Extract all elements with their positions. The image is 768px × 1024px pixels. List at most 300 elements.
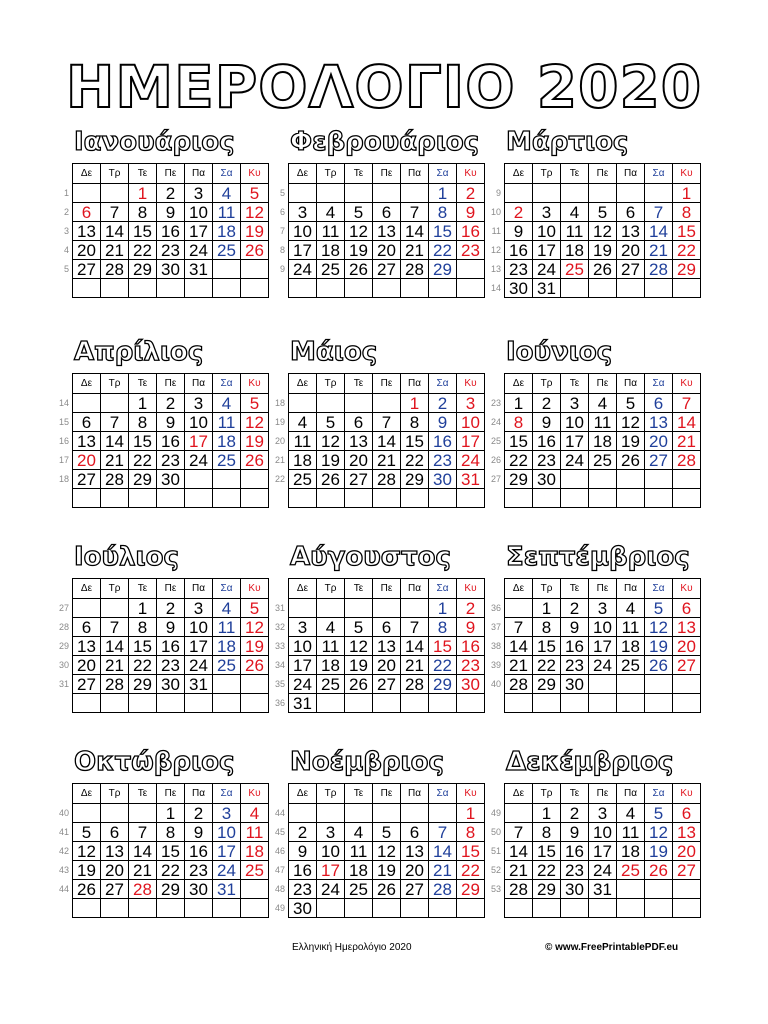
day-cell: 31 [289, 694, 317, 713]
day-cell: 17 [533, 241, 561, 260]
empty-cell [617, 880, 645, 899]
day-cell: 21 [101, 241, 129, 260]
empty-cell [617, 279, 645, 298]
day-cell: 20 [73, 656, 101, 675]
day-cell: 27 [73, 260, 101, 279]
day-cell: 10 [589, 823, 617, 842]
week-number: 45 [274, 827, 285, 837]
day-cell: 6 [73, 203, 101, 222]
day-cell: 23 [533, 451, 561, 470]
day-cell: 3 [561, 394, 589, 413]
day-cell: 6 [345, 413, 373, 432]
day-cell: 12 [345, 222, 373, 241]
day-cell: 23 [457, 241, 485, 260]
day-cell: 18 [589, 432, 617, 451]
day-cell: 12 [241, 618, 269, 637]
day-cell: 1 [457, 804, 485, 823]
week-row [289, 694, 485, 713]
empty-cell [101, 279, 129, 298]
empty-cell [317, 184, 345, 203]
day-cell: 28 [129, 880, 157, 899]
empty-cell [129, 489, 157, 508]
week-row [73, 470, 269, 489]
day-cell: 18 [213, 222, 241, 241]
week-number: 17 [58, 455, 69, 465]
week-row [505, 618, 701, 637]
day-cell: 14 [429, 842, 457, 861]
empty-cell [645, 694, 673, 713]
empty-cell [589, 279, 617, 298]
week-row [505, 489, 701, 508]
week-number: 5 [63, 264, 69, 274]
day-cell: 5 [345, 203, 373, 222]
week-row [73, 675, 269, 694]
empty-cell [241, 279, 269, 298]
day-cell: 4 [213, 599, 241, 618]
week-number: 43 [58, 865, 69, 875]
week-row [505, 637, 701, 656]
day-cell: 17 [185, 222, 213, 241]
day-cell: 16 [561, 637, 589, 656]
day-cell: 15 [129, 222, 157, 241]
day-cell: 25 [289, 470, 317, 489]
week-number: 44 [274, 808, 285, 818]
weekday-header: Πε [589, 784, 617, 804]
week-number: 15 [58, 417, 69, 427]
month-grid [72, 783, 269, 918]
day-cell: 7 [401, 203, 429, 222]
day-cell: 24 [289, 675, 317, 694]
weekday-header-row [505, 579, 701, 599]
day-cell: 3 [289, 618, 317, 637]
day-cell: 23 [561, 861, 589, 880]
weekday-header: Σα [213, 784, 241, 804]
day-cell: 18 [561, 241, 589, 260]
day-cell: 14 [401, 222, 429, 241]
day-cell: 16 [157, 222, 185, 241]
day-cell: 20 [373, 656, 401, 675]
day-cell: 19 [589, 241, 617, 260]
day-cell: 7 [429, 823, 457, 842]
empty-cell [401, 899, 429, 918]
day-cell: 26 [617, 451, 645, 470]
week-row [289, 394, 485, 413]
day-cell: 16 [289, 861, 317, 880]
weekday-header: Τρ [101, 374, 129, 394]
day-cell: 21 [129, 861, 157, 880]
day-cell: 30 [185, 880, 213, 899]
day-cell: 30 [457, 675, 485, 694]
day-cell: 17 [457, 432, 485, 451]
empty-cell [129, 899, 157, 918]
week-number: 6 [279, 207, 285, 217]
week-number: 5 [279, 188, 285, 198]
day-cell: 22 [457, 861, 485, 880]
week-row [73, 804, 269, 823]
day-cell: 10 [533, 222, 561, 241]
day-cell: 14 [401, 637, 429, 656]
day-cell: 25 [561, 260, 589, 279]
day-cell: 22 [129, 241, 157, 260]
empty-cell [241, 880, 269, 899]
empty-cell [317, 489, 345, 508]
day-cell: 14 [129, 842, 157, 861]
day-cell: 11 [617, 618, 645, 637]
empty-cell [73, 394, 101, 413]
week-row [505, 804, 701, 823]
day-cell: 29 [401, 470, 429, 489]
day-cell: 13 [345, 432, 373, 451]
day-cell: 16 [157, 432, 185, 451]
day-cell: 7 [373, 413, 401, 432]
day-cell: 27 [617, 260, 645, 279]
day-cell: 13 [373, 222, 401, 241]
weekday-header: Τε [129, 374, 157, 394]
week-number: 29 [58, 641, 69, 651]
week-number: 25 [490, 436, 501, 446]
day-cell: 13 [645, 413, 673, 432]
weekday-header: Κυ [673, 164, 701, 184]
weekday-header: Πε [373, 579, 401, 599]
empty-cell [505, 804, 533, 823]
week-number: 32 [274, 622, 285, 632]
day-cell: 8 [157, 823, 185, 842]
day-cell: 29 [505, 470, 533, 489]
weekday-header: Δε [73, 164, 101, 184]
weekday-header: Πε [589, 374, 617, 394]
day-cell: 2 [429, 394, 457, 413]
week-number: 39 [490, 660, 501, 670]
month-name: Απρίλιος [74, 337, 204, 367]
empty-cell [289, 599, 317, 618]
weekday-header: Πε [373, 374, 401, 394]
empty-cell [645, 899, 673, 918]
day-cell: 6 [373, 203, 401, 222]
day-cell: 9 [561, 618, 589, 637]
day-cell: 18 [213, 637, 241, 656]
empty-cell [645, 184, 673, 203]
month-name: Αύγουστος [290, 542, 451, 572]
empty-cell [561, 184, 589, 203]
day-cell: 11 [213, 618, 241, 637]
day-cell: 20 [401, 861, 429, 880]
day-cell: 20 [73, 451, 101, 470]
day-cell: 26 [73, 880, 101, 899]
empty-cell [673, 489, 701, 508]
day-cell: 4 [317, 203, 345, 222]
day-cell: 5 [317, 413, 345, 432]
day-cell: 29 [157, 880, 185, 899]
day-cell: 13 [617, 222, 645, 241]
day-cell: 18 [213, 432, 241, 451]
day-cell: 12 [645, 823, 673, 842]
day-cell: 12 [617, 413, 645, 432]
month-grid [288, 783, 485, 918]
day-cell: 28 [673, 451, 701, 470]
month-grid [504, 578, 701, 713]
week-row [73, 184, 269, 203]
day-cell: 1 [157, 804, 185, 823]
day-cell: 11 [241, 823, 269, 842]
day-cell: 24 [213, 861, 241, 880]
empty-cell [101, 489, 129, 508]
empty-cell [185, 470, 213, 489]
week-row [289, 432, 485, 451]
weekday-header-row [73, 374, 269, 394]
day-cell: 6 [617, 203, 645, 222]
week-row [505, 222, 701, 241]
empty-cell [73, 599, 101, 618]
weekday-header: Τε [345, 374, 373, 394]
day-cell: 5 [589, 203, 617, 222]
day-cell: 5 [241, 184, 269, 203]
week-number: 47 [274, 865, 285, 875]
weekday-header: Τε [345, 784, 373, 804]
day-cell: 4 [213, 394, 241, 413]
empty-cell [73, 279, 101, 298]
day-cell: 6 [73, 618, 101, 637]
day-cell: 2 [185, 804, 213, 823]
day-cell: 4 [589, 394, 617, 413]
day-cell: 5 [241, 394, 269, 413]
day-cell: 16 [157, 637, 185, 656]
page-title: ΗΜΕΡΟΛΟΓΙΟ 2020 [65, 53, 703, 121]
weekday-header: Δε [289, 579, 317, 599]
week-number: 36 [490, 603, 501, 613]
week-number: 14 [490, 283, 501, 293]
day-cell: 4 [317, 618, 345, 637]
weekday-header: Πα [617, 579, 645, 599]
day-cell: 2 [157, 599, 185, 618]
month-grid [72, 373, 269, 508]
weekday-header: Πα [185, 164, 213, 184]
week-number: 50 [490, 827, 501, 837]
day-cell: 22 [533, 656, 561, 675]
day-cell: 18 [317, 656, 345, 675]
day-cell: 24 [589, 656, 617, 675]
month-name: Μάιος [290, 337, 378, 367]
empty-cell [429, 899, 457, 918]
weekday-header: Πα [185, 374, 213, 394]
week-number: 10 [490, 207, 501, 217]
day-cell: 12 [373, 842, 401, 861]
month-grid [288, 373, 485, 508]
day-cell: 16 [185, 842, 213, 861]
day-cell: 29 [429, 675, 457, 694]
empty-cell [617, 675, 645, 694]
week-number: 48 [274, 884, 285, 894]
empty-cell [101, 394, 129, 413]
day-cell: 27 [345, 470, 373, 489]
day-cell: 16 [533, 432, 561, 451]
day-cell: 12 [317, 432, 345, 451]
week-number: 42 [58, 846, 69, 856]
day-cell: 4 [345, 823, 373, 842]
day-cell: 30 [505, 279, 533, 298]
day-cell: 21 [401, 241, 429, 260]
empty-cell [213, 694, 241, 713]
week-row [505, 279, 701, 298]
day-cell: 4 [289, 413, 317, 432]
day-cell: 24 [533, 260, 561, 279]
week-row [505, 899, 701, 918]
month-name: Ιούλιος [74, 542, 179, 572]
day-cell: 17 [213, 842, 241, 861]
weekday-header: Τρ [101, 164, 129, 184]
day-cell: 17 [561, 432, 589, 451]
empty-cell [505, 489, 533, 508]
day-cell: 1 [129, 394, 157, 413]
empty-cell [129, 804, 157, 823]
weekday-header: Κυ [241, 164, 269, 184]
week-row [505, 394, 701, 413]
day-cell: 10 [457, 413, 485, 432]
week-row [73, 260, 269, 279]
day-cell: 15 [533, 637, 561, 656]
day-cell: 23 [157, 656, 185, 675]
week-row [73, 394, 269, 413]
day-cell: 29 [673, 260, 701, 279]
week-number: 7 [279, 226, 285, 236]
day-cell: 30 [157, 470, 185, 489]
weekday-header: Τρ [101, 784, 129, 804]
week-row [505, 656, 701, 675]
empty-cell [561, 899, 589, 918]
week-row [505, 694, 701, 713]
weekday-header: Τε [129, 784, 157, 804]
week-number: 26 [490, 455, 501, 465]
weekday-header: Σα [645, 374, 673, 394]
weekday-header: Σα [213, 374, 241, 394]
week-number: 27 [58, 603, 69, 613]
week-number: 31 [58, 679, 69, 689]
weekday-header: Τε [345, 579, 373, 599]
day-cell: 15 [533, 842, 561, 861]
week-row [289, 470, 485, 489]
weekday-header: Τε [561, 579, 589, 599]
weekday-header: Κυ [673, 784, 701, 804]
day-cell: 1 [533, 599, 561, 618]
day-cell: 10 [185, 618, 213, 637]
week-row [73, 618, 269, 637]
empty-cell [617, 694, 645, 713]
week-row [73, 222, 269, 241]
week-number: 14 [58, 398, 69, 408]
day-cell: 10 [289, 637, 317, 656]
empty-cell [617, 489, 645, 508]
empty-cell [185, 489, 213, 508]
day-cell: 29 [429, 260, 457, 279]
week-number: 18 [274, 398, 285, 408]
empty-cell [241, 694, 269, 713]
day-cell: 11 [317, 637, 345, 656]
day-cell: 21 [101, 451, 129, 470]
day-cell: 22 [505, 451, 533, 470]
day-cell: 6 [673, 804, 701, 823]
empty-cell [101, 694, 129, 713]
day-cell: 12 [345, 637, 373, 656]
month-grid [504, 373, 701, 508]
week-number: 52 [490, 865, 501, 875]
weekday-header: Κυ [457, 579, 485, 599]
week-row [289, 899, 485, 918]
day-cell: 3 [533, 203, 561, 222]
empty-cell [101, 599, 129, 618]
day-cell: 19 [241, 637, 269, 656]
month-name: Ιούνιος [506, 337, 613, 367]
day-cell: 6 [73, 413, 101, 432]
empty-cell [317, 804, 345, 823]
weekday-header-row [289, 164, 485, 184]
empty-cell [401, 279, 429, 298]
day-cell: 19 [241, 432, 269, 451]
weekday-header: Σα [213, 579, 241, 599]
day-cell: 25 [213, 451, 241, 470]
month-name: Φεβρουάριος [290, 127, 480, 157]
weekday-header-row [289, 784, 485, 804]
day-cell: 16 [505, 241, 533, 260]
day-cell: 19 [617, 432, 645, 451]
day-cell: 8 [429, 203, 457, 222]
empty-cell [241, 470, 269, 489]
day-cell: 5 [617, 394, 645, 413]
week-row [73, 279, 269, 298]
week-row [505, 451, 701, 470]
day-cell: 23 [429, 451, 457, 470]
day-cell: 1 [505, 394, 533, 413]
day-cell: 2 [533, 394, 561, 413]
weekday-header-row [73, 579, 269, 599]
day-cell: 5 [645, 599, 673, 618]
day-cell: 19 [73, 861, 101, 880]
day-cell: 3 [213, 804, 241, 823]
day-cell: 11 [345, 842, 373, 861]
day-cell: 8 [129, 413, 157, 432]
week-row [505, 861, 701, 880]
day-cell: 25 [317, 260, 345, 279]
day-cell: 19 [241, 222, 269, 241]
week-row [73, 880, 269, 899]
day-cell: 28 [429, 880, 457, 899]
day-cell: 13 [673, 618, 701, 637]
empty-cell [213, 279, 241, 298]
day-cell: 22 [129, 451, 157, 470]
weekday-header: Τε [129, 579, 157, 599]
week-number: 9 [495, 188, 501, 198]
week-row [73, 599, 269, 618]
empty-cell [617, 470, 645, 489]
day-cell: 28 [505, 675, 533, 694]
weekday-header: Δε [73, 374, 101, 394]
weekday-header: Κυ [457, 374, 485, 394]
week-row [73, 861, 269, 880]
day-cell: 3 [589, 804, 617, 823]
day-cell: 25 [617, 656, 645, 675]
day-cell: 22 [429, 656, 457, 675]
day-cell: 5 [345, 618, 373, 637]
empty-cell [317, 899, 345, 918]
day-cell: 3 [589, 599, 617, 618]
day-cell: 4 [241, 804, 269, 823]
day-cell: 3 [185, 394, 213, 413]
empty-cell [457, 489, 485, 508]
empty-cell [289, 394, 317, 413]
day-cell: 10 [185, 203, 213, 222]
day-cell: 9 [429, 413, 457, 432]
empty-cell [429, 279, 457, 298]
day-cell: 10 [561, 413, 589, 432]
day-cell: 9 [533, 413, 561, 432]
